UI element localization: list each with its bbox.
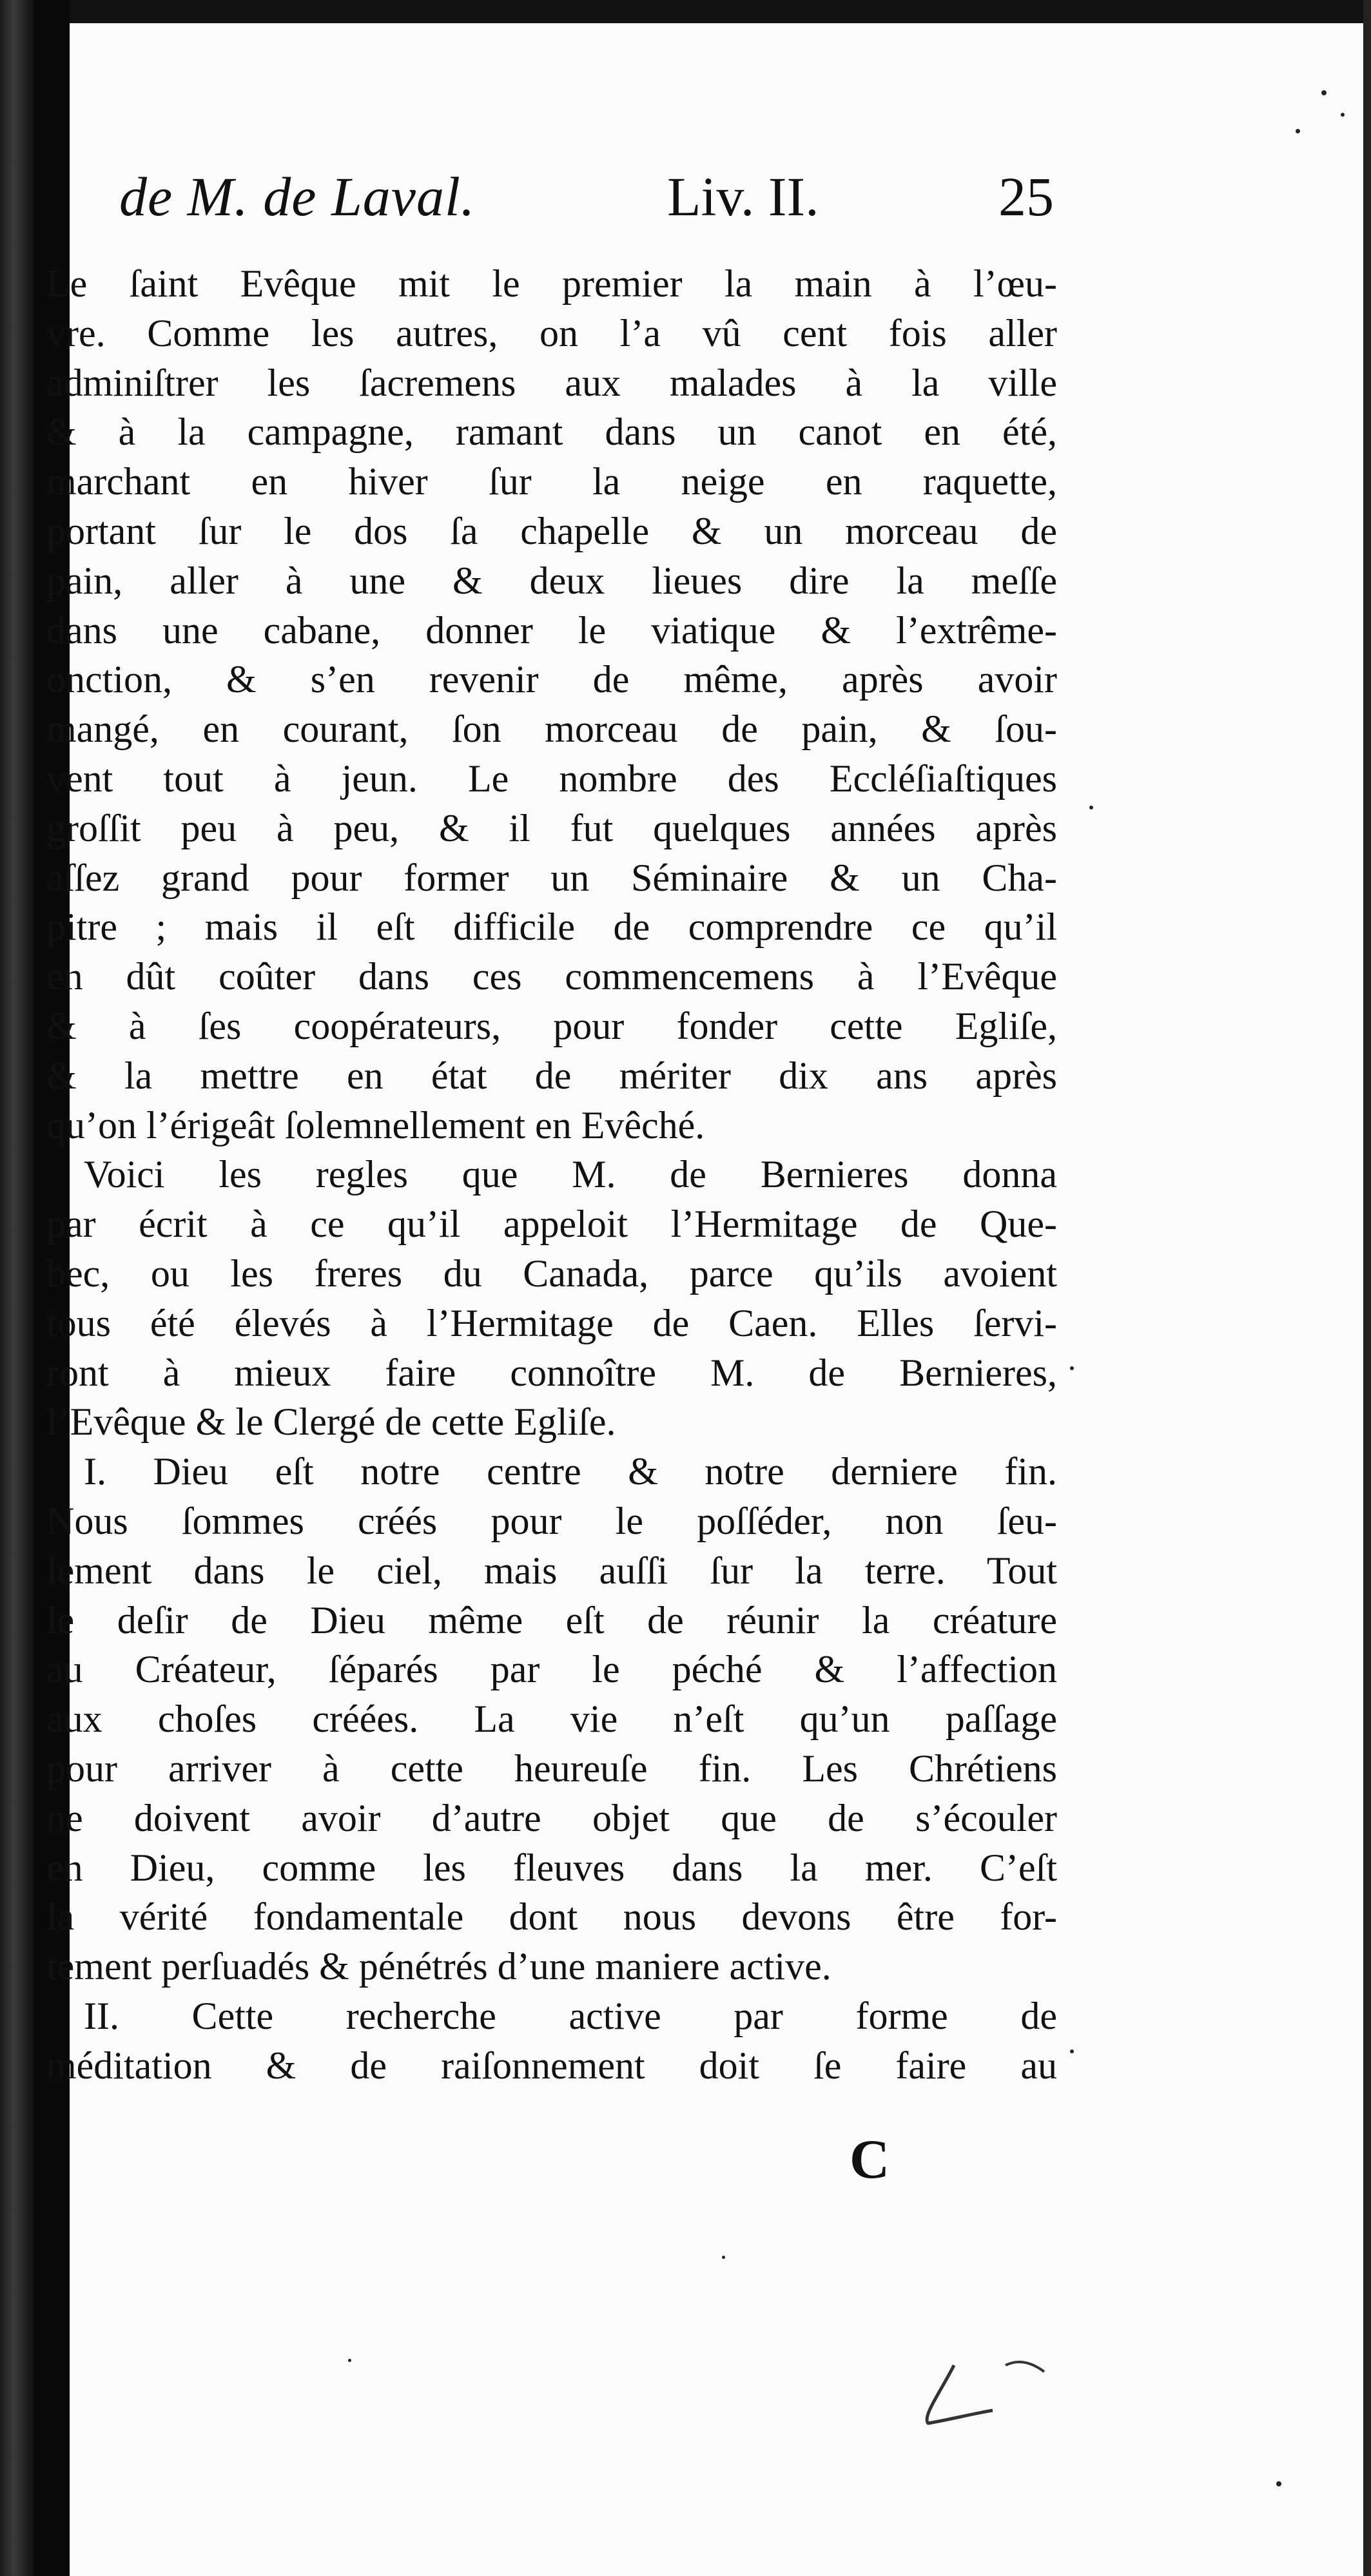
running-title: de M. de Laval. xyxy=(119,166,476,228)
text-line: méditation & de raiſonnement doit ſe faire au xyxy=(46,2044,1057,2087)
text-line: le deſir de Dieu même eſt de réunir la créature xyxy=(46,1598,1057,1641)
text-line: en dût coûter dans ces commencemens à l’Evêque xyxy=(46,955,1057,998)
text-line: II. Cette recherche active par forme de xyxy=(84,1994,1057,2037)
page-number: 25 xyxy=(998,166,1054,228)
text-line: Voici les regles que M. de Bernieres donna xyxy=(84,1153,1057,1196)
text-line: & la mettre en état de mériter dix ans après xyxy=(46,1054,1057,1097)
text-line: en Dieu, comme les fleuves dans la mer. C’eſt xyxy=(46,1846,1057,1889)
scan-speck xyxy=(348,2359,351,2362)
scan-speck xyxy=(1296,129,1300,133)
text-line: pain, aller à une & deux lieues dire la meſſe xyxy=(46,559,1057,602)
running-header xyxy=(119,164,1054,248)
text-line: qu’on l’érigeât ſolemnellement en Evêché. xyxy=(46,1103,705,1147)
scan-speck xyxy=(1070,2049,1074,2053)
text-line: l’Evêque & le Clergé de cette Egliſe. xyxy=(46,1400,616,1444)
text-line: & à la campagne, ramant dans un canot en été, xyxy=(46,411,1057,454)
text-line: Nous ſommes créés pour le poſſéder, non ſeu- xyxy=(46,1499,1057,1542)
text-line: aux choſes créées. La vie n’eſt qu’un paſſage xyxy=(46,1698,1057,1741)
text-line: groſſit peu à peu, & il fut quelques années après xyxy=(46,806,1057,849)
text-line: au Créateur, ſéparés par le péché & l’affection xyxy=(46,1648,1057,1691)
text-line: tement perſuadés & pénétrés d’une maniere active. xyxy=(46,1945,831,1988)
text-line: lement dans le ciel, mais auſſi ſur la terre. Tout xyxy=(46,1549,1057,1592)
scan-speck xyxy=(722,2256,725,2259)
signature-mark: C xyxy=(850,2128,890,2190)
adjacent-page-sliver xyxy=(0,0,34,2576)
text-line: mangé, en courant, ſon morceau de pain, & ſou- xyxy=(46,708,1057,751)
text-line: vre. Comme les autres, on l’a vû cent fois aller xyxy=(46,311,1057,354)
scan-border-top xyxy=(70,0,1371,23)
scan-speck xyxy=(1321,90,1327,95)
page-body xyxy=(46,259,1057,2090)
text-line: la vérité fondamentale dont nous devons être for- xyxy=(46,1895,1057,1939)
text-line: vent tout à jeun. Le nombre des Eccléſiaſtiques xyxy=(46,757,1057,800)
text-line: ne doivent avoir d’autre objet que de s’écouler xyxy=(46,1796,1057,1839)
scan-speck xyxy=(1341,113,1345,117)
text-line: portant ſur le dos ſa chapelle & un morceau de xyxy=(46,509,1057,552)
scan-speck xyxy=(1276,2481,1281,2486)
text-line: I. Dieu eſt notre centre & notre derniere fin. xyxy=(84,1450,1057,1493)
text-line: Le ſaint Evêque mit le premier la main à l’œu- xyxy=(46,262,1057,305)
scan-speck xyxy=(1089,806,1093,809)
text-line: marchant en hiver ſur la neige en raquette, xyxy=(46,460,1057,503)
scan-border-right xyxy=(1363,0,1371,2576)
text-line: bec, ou les freres du Canada, parce qu’ils avoient xyxy=(46,1252,1057,1295)
text-line: aſſez grand pour former un Séminaire & un Cha- xyxy=(46,856,1057,899)
text-line: tous été élevés à l’Hermitage de Caen. Elles ſervi- xyxy=(46,1301,1057,1344)
text-line: & à ſes coopérateurs, pour fonder cette Egliſe, xyxy=(46,1004,1057,1047)
text-line: onction, & s’en revenir de même, après avoir xyxy=(46,658,1057,701)
text-line: pitre ; mais il eſt difficile de comprendre ce qu’il xyxy=(46,905,1057,949)
book-label: Liv. II. xyxy=(667,166,819,228)
text-line: dans une cabane, donner le viatique & l’extrême- xyxy=(46,608,1057,652)
text-line: adminiſtrer les ſacremens aux malades à la ville xyxy=(46,361,1057,404)
scan-speck xyxy=(1070,1366,1074,1370)
text-line: pour arriver à cette heureuſe fin. Les Chrétiens xyxy=(46,1747,1057,1790)
text-line: ront à mieux faire connoître M. de Bernieres, xyxy=(46,1351,1057,1394)
text-line: par écrit à ce qu’il appeloit l’Hermitage de Que- xyxy=(46,1203,1057,1246)
pen-stroke-mark xyxy=(909,2346,1057,2443)
